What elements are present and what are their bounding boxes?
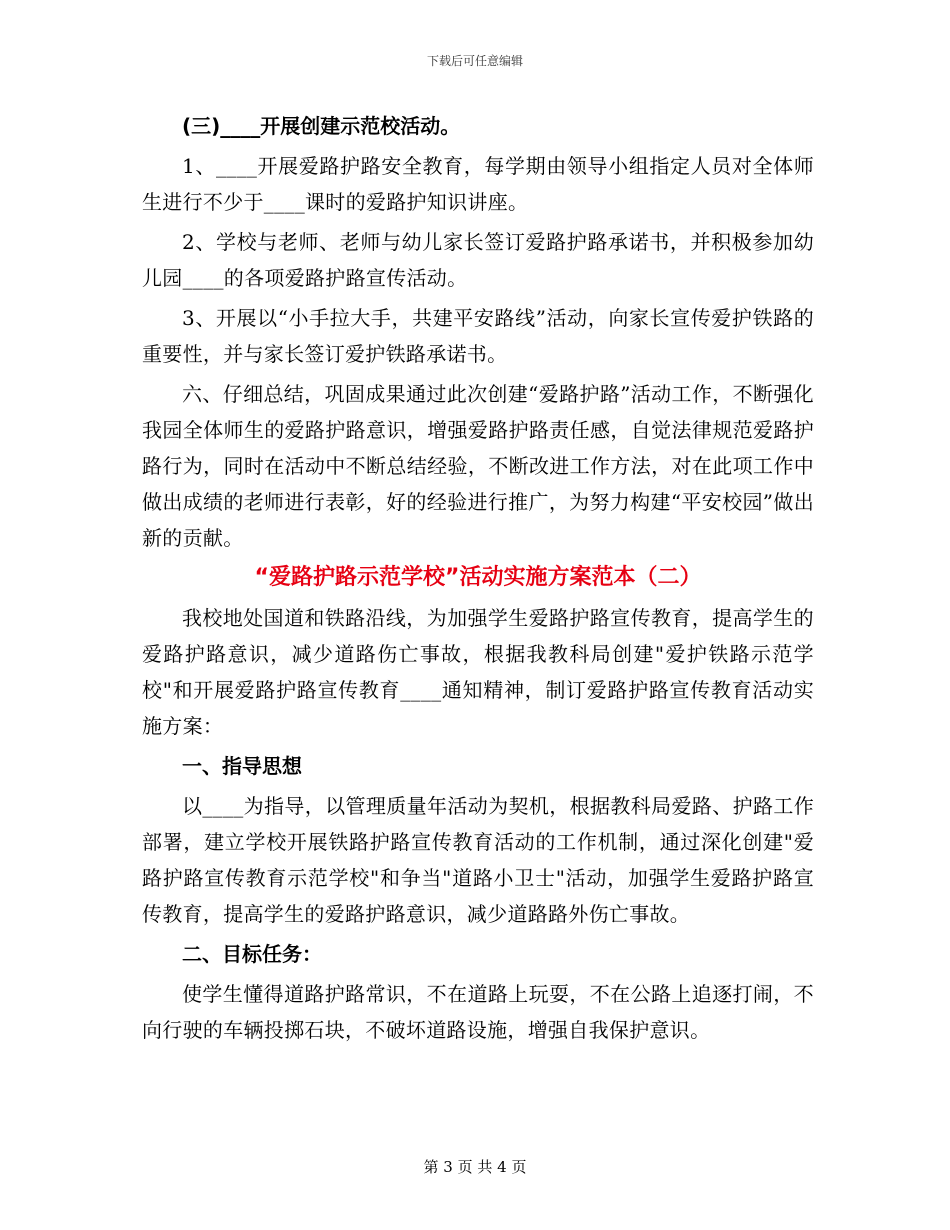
paragraph-item-2: 2、学校与老师、老师与幼儿家长签订爱路护路承诺书，并积极参加幼儿园____的各项爱路护路宣传活动。 bbox=[142, 230, 814, 290]
heading-objectives: 二、目标任务： bbox=[182, 942, 322, 966]
document-body bbox=[142, 108, 814, 1052]
page-header: 下载后可任意编辑 bbox=[426, 54, 523, 68]
heading-guiding-ideology: 一、指导思想 bbox=[182, 754, 302, 778]
paragraph-item-1: 1、____开展爱路护路安全教育，每学期由领导小组指定人员对全体师生进行不少于____课时的爱路护知识讲座。 bbox=[142, 154, 814, 214]
document-title: “爱路护路示范学校”活动实施方案范本（二） bbox=[254, 565, 702, 590]
paragraph-item-3: 3、开展以“小手拉大手，共建平安路线”活动，向家长宣传爱护铁路的重要性，并与家长签订爱护铁路承诺书。 bbox=[142, 306, 814, 366]
paragraph-guiding-ideology: 以____为指导，以管理质量年活动为契机，根据教科局爱路、护路工作部署，建立学校开展铁路护路宣传教育活动的工作机制，通过深化创建"爱路护路宣传教育示范学校"和争当"道路小卫士"活动，加强学生爱路护路宣传教育，提高学生的爱路护路意识，减少道路路外伤亡事故。 bbox=[142, 794, 814, 926]
paragraph-section-6: 六、仔细总结，巩固成果通过此次创建“爱路护路”活动工作，不断强化我园全体师生的爱路护路意识，增强爱路护路责任感，自觉法律规范爱路护路行为，同时在活动中不断总结经验，不断改进工作方法，对在此项工作中做出成绩的老师进行表彰，好的经验进行推广，为努力构建“平安校园”做出新的贡献。 bbox=[142, 382, 814, 550]
paragraph-objectives: 使学生懂得道路护路常识，不在道路上玩耍，不在公路上追逐打闹，不向行驶的车辆投掷石块，不破坏道路设施，增强自我保护意识。 bbox=[142, 982, 814, 1042]
section-heading-3: (三)____开展创建示范校活动。 bbox=[182, 114, 461, 138]
paragraph-intro: 我校地处国道和铁路沿线，为加强学生爱路护路宣传教育，提高学生的爱路护路意识，减少道路伤亡事故，根据我教科局创建"爱护铁路示范学校"和开展爱路护路宣传教育____通知精神，制订爱路护路宣传教育活动实施方案： bbox=[142, 606, 814, 738]
page-footer: 第 3 页 共 4 页 bbox=[423, 1158, 527, 1176]
